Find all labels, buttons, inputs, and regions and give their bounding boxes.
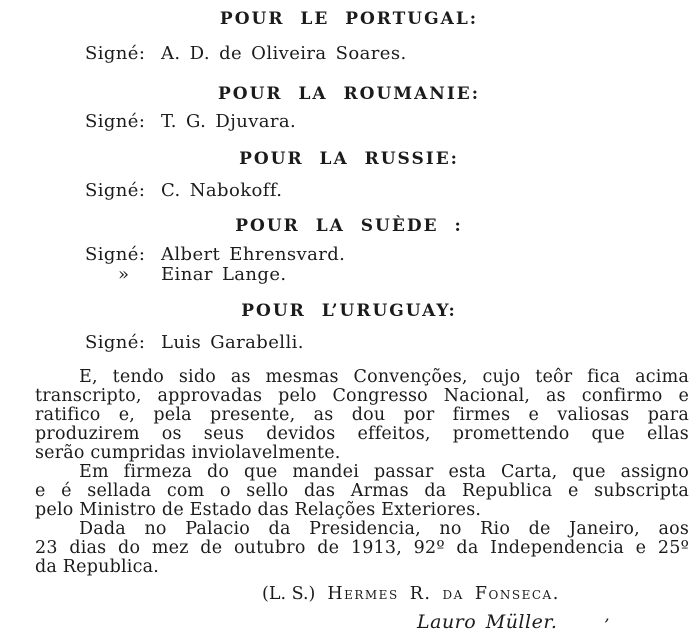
heading-portugal: POUR LE PORTUGAL: [219, 9, 479, 29]
heading-roumanie: POUR LA ROUMANIE: [217, 84, 481, 104]
signe-label: Signé: [85, 244, 146, 265]
signatory-name: C. Nabokoff. [161, 180, 283, 201]
ratification-paragraph [35, 368, 689, 463]
seal-note: (L. S.) [262, 584, 316, 604]
signe-label: Signé: [85, 180, 146, 201]
stray-ink-mark: ’ [604, 616, 610, 636]
signatory-name: A. D. de Oliveira Soares. [161, 43, 407, 64]
minister-signature: Lauro Müller. [417, 611, 558, 633]
heading-russie: POUR LA RUSSIE: [239, 149, 459, 169]
attestation-paragraph [35, 463, 689, 520]
text-line: da Republica. [35, 557, 159, 577]
signature-row-roumanie [85, 112, 698, 132]
ditto-mark: » [118, 264, 130, 285]
text-line: serão cumpridas inviolavelmente. [35, 443, 341, 463]
text-line: Em firmeza do que mandei passar esta Carta, que assigno [79, 462, 689, 482]
signature-row-suede-2 [85, 265, 698, 285]
president-signature-line [262, 584, 698, 605]
signe-label: Signé: [85, 111, 146, 132]
text-line: E, tendo sido as mesmas Convenções, cujo teôr fica acima [79, 367, 689, 387]
signatory-name: Einar Lange. [161, 264, 287, 285]
signe-label: Signé: [85, 332, 146, 353]
text-line: 23 dias do mez de outubro de 1913, 92º da Independencia e 25º [35, 538, 689, 558]
text-line: pelo Ministro de Estado das Relações Exteriores. [35, 500, 482, 520]
president-signature: Hermes R. da Fonseca. [327, 584, 560, 604]
signature-row-russie [85, 181, 698, 201]
signatory-name: Albert Ehrensvard. [161, 244, 346, 265]
signatory-name: Luis Garabelli. [161, 332, 304, 353]
heading-suede: POUR LA SUÈDE : [235, 216, 463, 236]
body-text [0, 368, 698, 577]
signe-label: Signé: [85, 43, 146, 64]
signature-row-suede-1 [85, 245, 698, 265]
text-line: transcripto, approvadas pelo Congresso Nacional, as confirmo e [35, 386, 689, 406]
signatory-name: T. G. Djuvara. [161, 111, 297, 132]
text-line: Dada no Palacio da Presidencia, no Rio de Janeiro, aos [79, 519, 689, 539]
date-paragraph [35, 520, 689, 577]
signature-row-portugal [85, 44, 698, 64]
text-line: produzirem os seus devidos effeitos, promettendo que ellas [35, 424, 689, 444]
signature-row-uruguay [85, 333, 698, 353]
heading-uruguay: POUR L’URUGUAY: [241, 301, 457, 321]
text-line: e é sellada com o sello das Armas da Republica e subscripta [35, 481, 689, 501]
text-line: ratifico e, pela presente, as dou por firmes e valiosas para [35, 405, 689, 425]
